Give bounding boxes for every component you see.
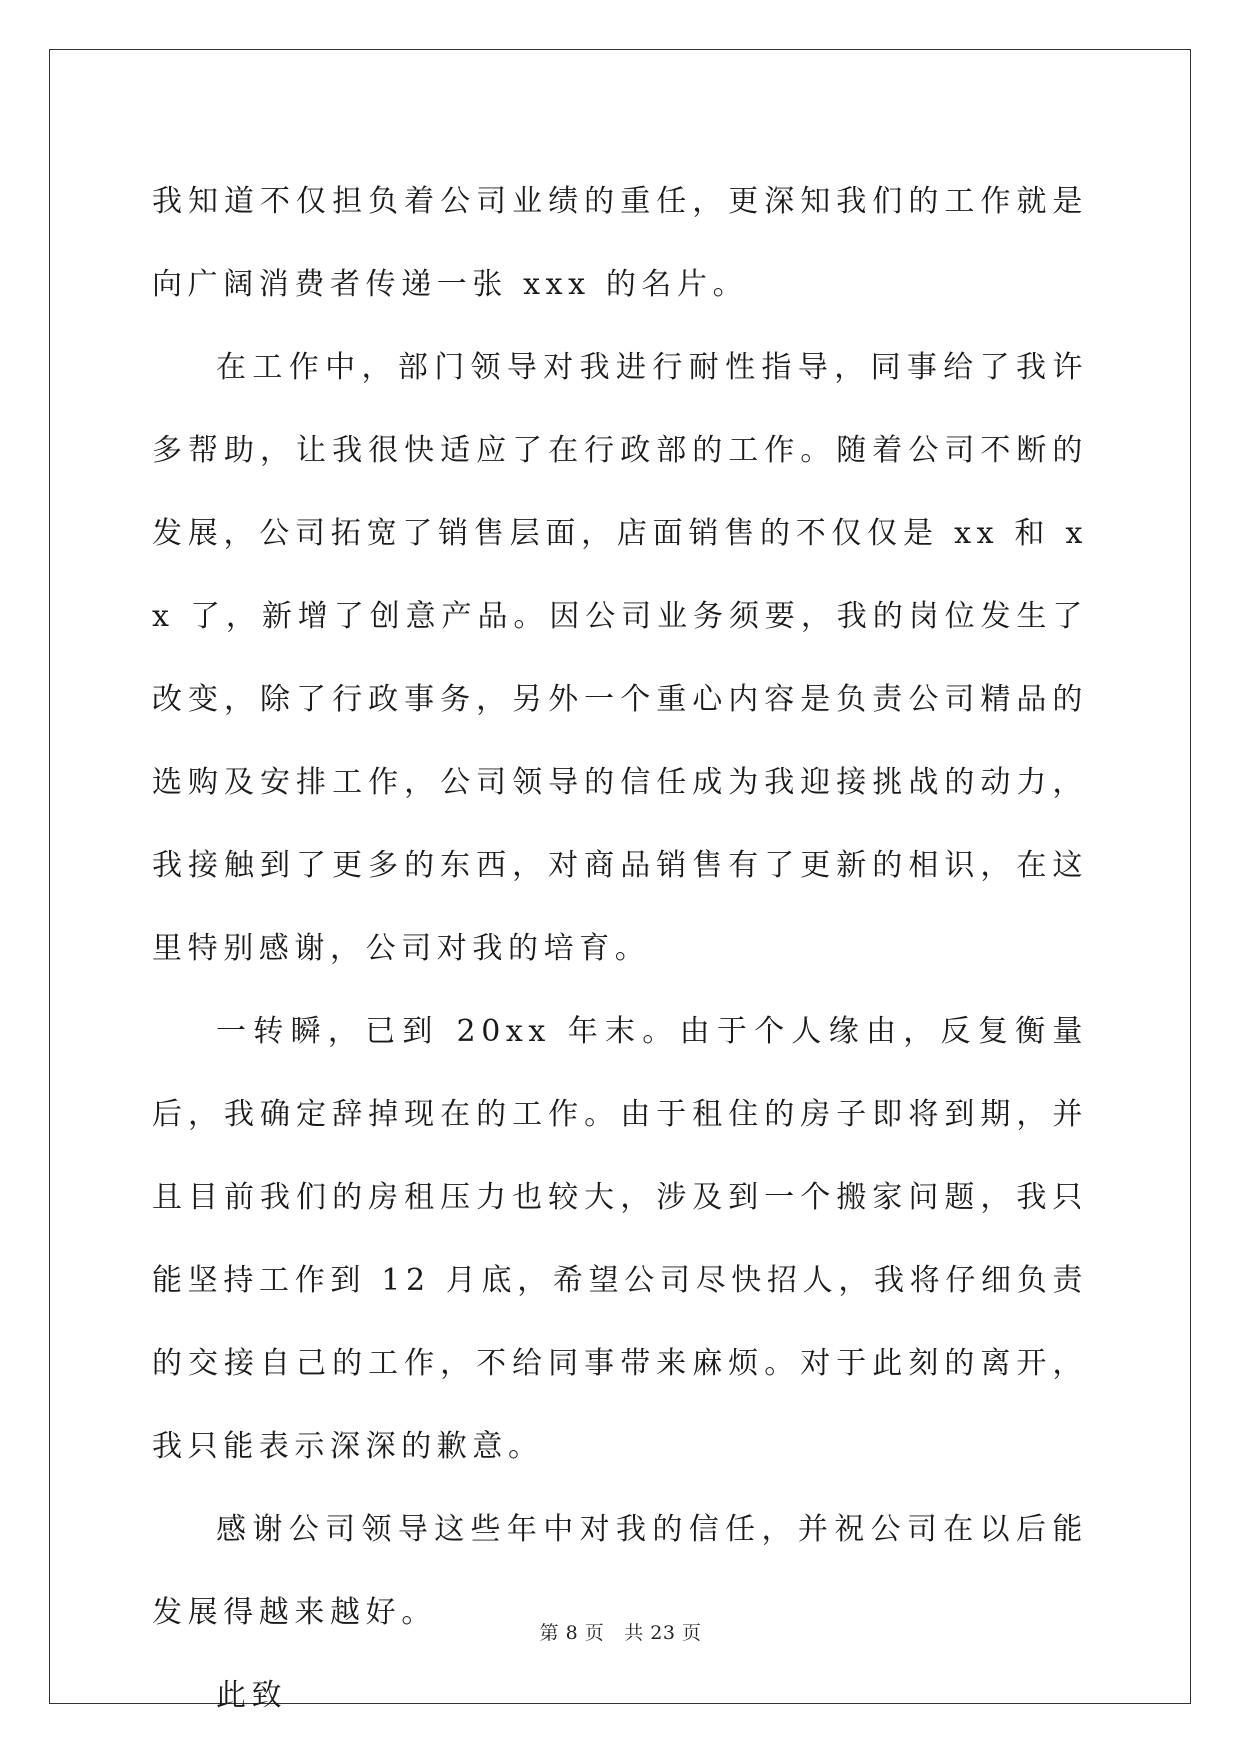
page-footer — [0, 1618, 1241, 1645]
current-page-number: 第 8 页 — [539, 1622, 605, 1644]
document-body — [152, 160, 1088, 1737]
paragraph-3: 一转瞬，已到 20xx 年末。由于个人缘由，反复衡量后，我确定辞掉现在的工作。由于租住的房子即将到期，并且目前我们的房租压力也较大，涉及到一个搬家问题，我只能坚持工作到 12 月底，希望公司尽快招人，我将仔细负责的交接自己的工作，不给同事带来麻烦。对于此刻的离开，我只能表示深深的歉意。 — [152, 1014, 1088, 1464]
paragraph-2: 在工作中，部门领导对我进行耐性指导，同事给了我许多帮助，让我很快适应了在行政部的工作。随着公司不断的发展，公司拓宽了销售层面，店面销售的不仅仅是 xx 和 xx 了，新增了创意产品。因公司业务须要，我的岗位发生了改变，除了行政事务，另外一个重心内容是负责公司精品的选购及安排工作，公司领导的信任成为我迎接挑战的动力，我接触到了更多的东西，对商品销售有了更新的相识，在这里特别感谢，公司对我的培育。 — [152, 350, 1088, 966]
total-page-count: 共 23 页 — [624, 1622, 702, 1644]
closing-salutation: 此致 — [216, 1678, 288, 1713]
paragraph-1: 我知道不仅担负着公司业绩的重任，更深知我们的工作就是向广阔消费者传递一张 xxx 的名片。 — [152, 184, 1088, 302]
paragraph-4: 感谢公司领导这些年中对我的信任，并祝公司在以后能发展得越来越好。 — [152, 1512, 1088, 1630]
